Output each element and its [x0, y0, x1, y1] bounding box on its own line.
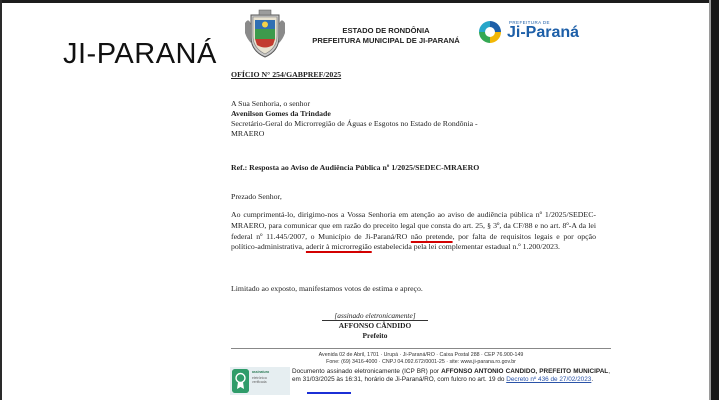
- e-signature-text: [292, 368, 610, 383]
- addressee-salutation: A Sua Senhoria, o senhor: [231, 99, 311, 108]
- highlight-aderir-microrregiao: aderir à microrregião: [305, 242, 372, 252]
- body-text-3: estabelecida pela lei complementar estadual n.º 1.200/2023.: [371, 242, 560, 252]
- addressee-block: [231, 99, 611, 140]
- body-text-1: Ao cumprimentá-lo, dirigimo-nos a Vossa Senhoria em atenção ao aviso de audiência pública nº 1/2025/SEDEC-MRAERO, para comunicar que em razão do preceito legal que consta do art. 25, § 3º, da CF/88 e no art. 8º-A da lei federal nº 11.445/2007, o Município de Ji-Paraná/RO: [231, 210, 596, 241]
- closing-line: Limitado ao exposto, manifestamos votos de estima e apreço.: [231, 284, 423, 293]
- screenshot-left-edge: [0, 0, 2, 400]
- signer-role: Prefeito: [362, 330, 388, 340]
- greeting: Prezado Senhor,: [231, 192, 282, 201]
- ji-parana-logo-icon: [476, 18, 504, 46]
- header-prefeitura: PREFEITURA MUNICIPAL DE JI-PARANÁ: [312, 36, 460, 45]
- signer-name: AFFONSO CÂNDIDO: [338, 321, 412, 331]
- e-signature-badge-title: assinatura: [252, 370, 269, 374]
- addressee-title: Secretário-Geral do Microrregião de Águas e Esgotos no Estado de Rondônia -: [231, 119, 478, 129]
- footer-contact: Fone: (69) 3416-4000 · CNPJ 04.092.672/0001-25 · site: www.ji-parana.ro.gov.br: [326, 359, 516, 365]
- footer-divider: [231, 348, 611, 349]
- highlight-nao-pretende: não pretende: [410, 231, 453, 241]
- e-signature-signer: AFFONSO ANTONIO CANDIDO, PREFEITO MUNICIPAL: [441, 368, 609, 375]
- e-signature-text-2: , em 31/03/2025 às 16:31, horário de Ji-Paraná/RO, com fulcro no art. 19 do: [292, 368, 610, 383]
- screenshot-top-edge: [0, 0, 719, 3]
- e-signature-seal-icon: [232, 369, 249, 393]
- addressee-name: Avenilson Gomes da Trindade: [231, 109, 331, 119]
- signature-block: [300, 311, 450, 340]
- decreto-link[interactable]: Decreto nº 436 de 27/02/2023: [506, 375, 592, 383]
- decreto-blue-underline: [307, 392, 351, 394]
- coat-of-arms-icon: [243, 9, 287, 59]
- city-overlay-label: JI-PARANÁ: [63, 38, 217, 70]
- body-text-2: , por falta de requisitos legais e por opção político-administrativa,: [231, 231, 597, 252]
- header-state: ESTADO DE RONDÔNIA: [342, 26, 430, 35]
- signature-note: [assinado eletronicamente]: [334, 311, 416, 320]
- e-signature-badge-line-1: eletrônica: [252, 376, 267, 380]
- logo-ji-parana: Ji-Paraná: [507, 24, 580, 41]
- reference-line: Ref.: Resposta ao Aviso de Audiência Pública nº 1/2025/SEDEC-MRAERO: [231, 163, 480, 172]
- screenshot-right-edge: [711, 0, 719, 400]
- e-signature-badge-line-2: verificada: [252, 380, 267, 384]
- letter-body-paragraph: [231, 210, 596, 253]
- letter-number: OFÍCIO N° 254/GABPREF/2025: [231, 70, 342, 79]
- footer-address: Avenida 02 de Abril, 1701 · Urupá · Ji-Paraná/RO · Caixa Postal 288 · CEP 76.900-149: [318, 352, 524, 358]
- addressee-organization: MRAERO: [231, 129, 265, 139]
- logo-prefeitura-de: PREFEITURA DE: [509, 20, 550, 25]
- e-signature-text-1: Documento assinado eletronicamente (ICP BR) por: [292, 368, 442, 375]
- e-signature-text-3: .: [591, 375, 594, 383]
